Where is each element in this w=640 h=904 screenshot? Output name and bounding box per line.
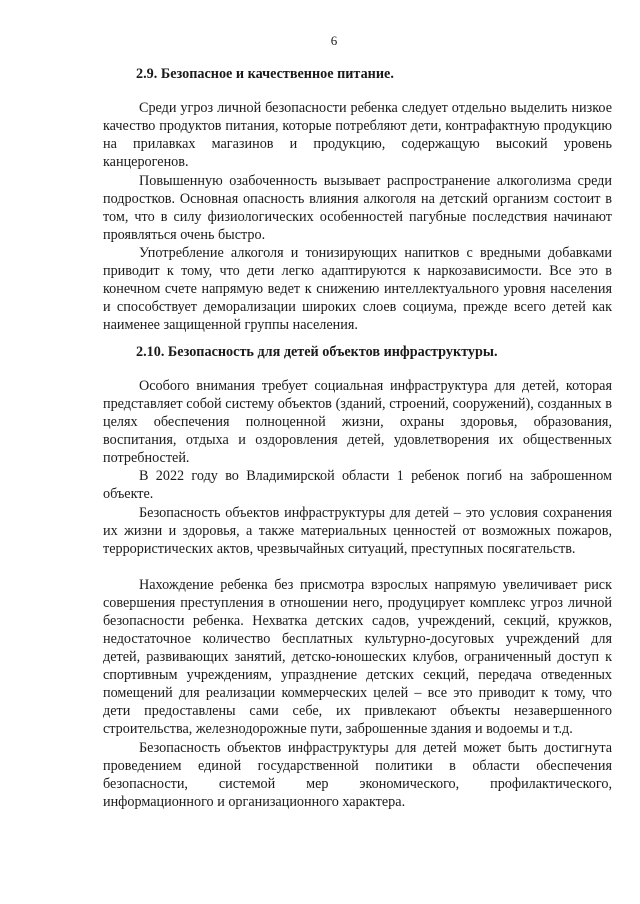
paragraph: Нахождение ребенка без присмотра взрослых напрямую увеличивает риск совершения преступления в отношении него, продуцирует комплекс угроз личной безопасности ребенка. Нехватка детских садов, учреждений, секций, кружков, недостаточное количество бесплатных культурно-досуговых учреждений для детей, развивающих занятий, детско-юношеских клубов, ограниченный доступ к спортивным учреждениям, упразднение детских секций, передача отведенных помещений для реализации коммерческих целей – все это приводит к тому, что дети предоставлены сами себе, их привлекают объекты незавершенного строительства, железнодорожные пути, заброшенные здания и водоемы и т.д. bbox=[103, 577, 612, 737]
paragraph: Повышенную озабоченность вызывает распространение алкоголизма среди подростков. Основная опасность влияния алкоголя на детский организм состоит в том, что в силу физиологических особенностей пагубные последствия начинают проявляться очень быстро. bbox=[103, 173, 612, 243]
section-heading-2-9: 2.9. Безопасное и качественное питание. bbox=[136, 66, 394, 82]
paragraph: Особого внимания требует социальная инфраструктура для детей, которая представляет собой систему объектов (зданий, строений, сооружений), созданных в целях обеспечения полноценной жизни, охраны здоровья, образования, воспитания, отдыха и оздоровления детей, удовлетворения их общественных потребностей. bbox=[103, 378, 612, 466]
paragraph: Безопасность объектов инфраструктуры для детей – это условия сохранения их жизни и здоровья, а также материальных ценностей от возможных пожаров, террористических актов, чрезвычайных ситуаций, преступных посягательств. bbox=[103, 505, 612, 557]
paragraph: В 2022 году во Владимирской области 1 ребенок погиб на заброшенном объекте. bbox=[103, 468, 612, 502]
paragraph: Безопасность объектов инфраструктуры для детей может быть достигнута проведением единой государственной политики в области обеспечения безопасности, системой мер экономического, профилактического, информационного и организационного характера. bbox=[103, 740, 612, 810]
paragraph: Среди угроз личной безопасности ребенка следует отдельно выделить низкое качество продуктов питания, которые потребляют дети, контрафактную продукцию на прилавках магазинов и продукцию, содержащую высокий уровень канцерогенов. bbox=[103, 100, 612, 170]
page-number: 6 bbox=[330, 33, 338, 48]
section-heading-2-10: 2.10. Безопасность для детей объектов инфраструктуры. bbox=[136, 344, 498, 360]
paragraph: Употребление алкоголя и тонизирующих напитков с вредными добавками приводит к тому, что дети легко адаптируются к наркозависимости. Все это в конечном счете напрямую ведет к снижению интеллектуального уровня населения и способствует деморализации широких слоев социума, прежде всего детей как наименее защищенной группы населения. bbox=[103, 245, 612, 333]
